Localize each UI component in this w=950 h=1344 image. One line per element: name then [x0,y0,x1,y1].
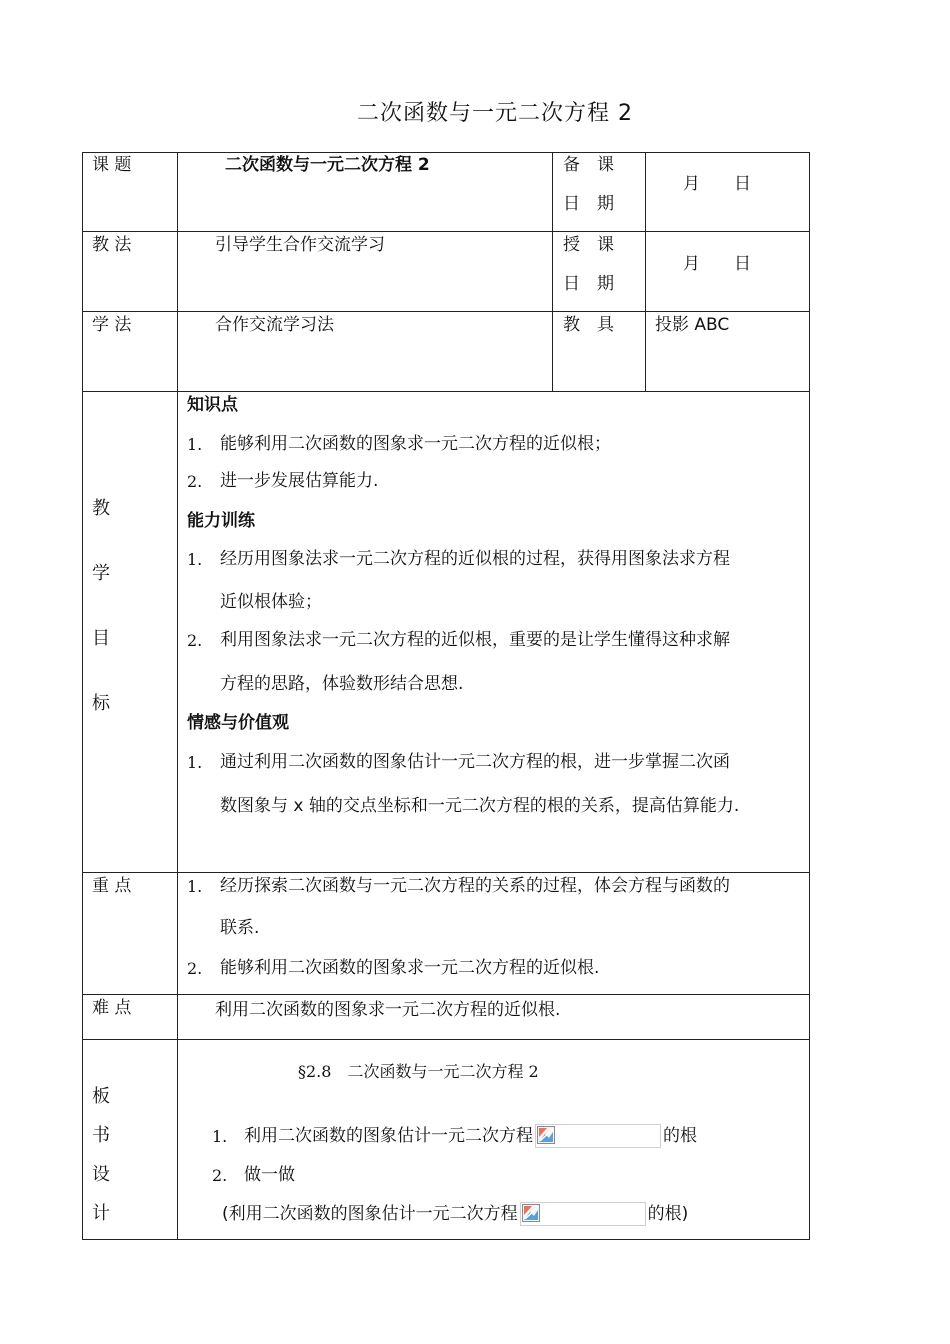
knowledge-heading: 知识点 [187,395,238,415]
list-item-continued: 近似根体验； [220,592,322,612]
board-item-3 [222,1199,688,1229]
list-number: 2. [187,631,203,650]
learning-value: 合作交流学习法 [215,315,334,335]
class-date-label: 授 课 [563,235,614,255]
board-side-char: 板 [92,1086,110,1107]
objectives-side-char: 学 [92,563,110,584]
list-number: 1. [187,550,203,569]
difficulty-label: 难 点 [92,998,132,1018]
list-number: 1. [187,753,203,772]
board-item-1-text: 利用二次函数的图象估计一元二次方程 [244,1126,533,1146]
row-divider [82,391,810,392]
equation-image-placeholder [535,1124,661,1148]
row-divider [82,872,810,873]
emotion-heading: 情感与价值观 [187,713,289,733]
row-divider [82,231,810,232]
list-item-continued: 联系. [220,918,260,938]
list-item: 利用图象法求一元二次方程的近似根，重要的是让学生懂得这种求解 [220,630,730,650]
list-item-continued: 数图象与 x 轴的交点坐标和一元二次方程的根的关系，提高估算能力. [220,796,740,816]
board-item-2: 做一做 [244,1165,295,1185]
tools-label: 教 具 [563,315,614,335]
list-number: 2. [187,959,203,978]
column-divider [552,152,553,391]
prep-date-label: 备 课 [563,155,614,175]
learning-label: 学 法 [92,315,132,335]
board-item-3-text-after: 的根) [647,1204,689,1224]
broken-image-icon [522,1204,540,1222]
prep-date-value: 月 日 [683,174,751,194]
page-title: 二次函数与一元二次方程 2 [357,101,633,126]
objectives-side-char: 教 [92,498,110,519]
list-item-continued: 方程的思路，体验数形结合思想. [220,674,464,694]
row-divider [82,1039,810,1040]
list-number: 1. [187,435,203,454]
objectives-side-char: 目 [92,628,110,649]
list-number: 2. [187,472,203,491]
board-side-char: 计 [92,1203,110,1224]
topic-label: 课 题 [92,155,132,175]
equation-image-placeholder [520,1202,646,1226]
board-item-3-text: (利用二次函数的图象估计一元二次方程 [222,1204,518,1224]
board-side-char: 书 [92,1125,110,1146]
list-number: 2. [212,1166,228,1185]
broken-image-icon [537,1126,555,1144]
row-divider [82,311,810,312]
list-item: 能够利用二次函数的图象求一元二次方程的近似根； [220,434,611,454]
tools-value: 投影 ABC [655,315,730,335]
list-item: 经历用图象法求一元二次方程的近似根的过程，获得用图象法求方程 [220,549,730,569]
list-item: 进一步发展估算能力. [220,471,379,491]
key-points-label: 重 点 [92,876,132,896]
board-side-char: 设 [92,1164,110,1185]
ability-heading: 能力训练 [187,511,255,531]
column-divider [177,152,178,1240]
class-date-value: 月 日 [683,254,751,274]
topic-value: 二次函数与一元二次方程 2 [225,155,430,175]
column-divider [645,152,646,391]
list-item: 经历探索二次函数与一元二次方程的关系的过程，体会方程与函数的 [220,876,730,896]
row-divider [82,994,810,995]
difficulty-value: 利用二次函数的图象求一元二次方程的近似根. [215,1000,561,1020]
board-item-1 [244,1121,697,1151]
board-heading: §2.8 二次函数与一元二次方程 2 [298,1062,539,1081]
list-item: 通过利用二次函数的图象估计一元二次方程的根，进一步掌握二次函 [220,752,730,772]
prep-date-label: 日 期 [563,194,614,214]
objectives-side-char: 标 [92,693,110,714]
list-item: 能够利用二次函数的图象求一元二次方程的近似根. [220,958,600,978]
method-label: 教 法 [92,235,132,255]
list-number: 1. [212,1127,228,1146]
list-number: 1. [187,877,203,896]
board-item-1-text-after: 的根 [663,1126,697,1146]
method-value: 引导学生合作交流学习 [215,235,385,255]
class-date-label: 日 期 [563,274,614,294]
